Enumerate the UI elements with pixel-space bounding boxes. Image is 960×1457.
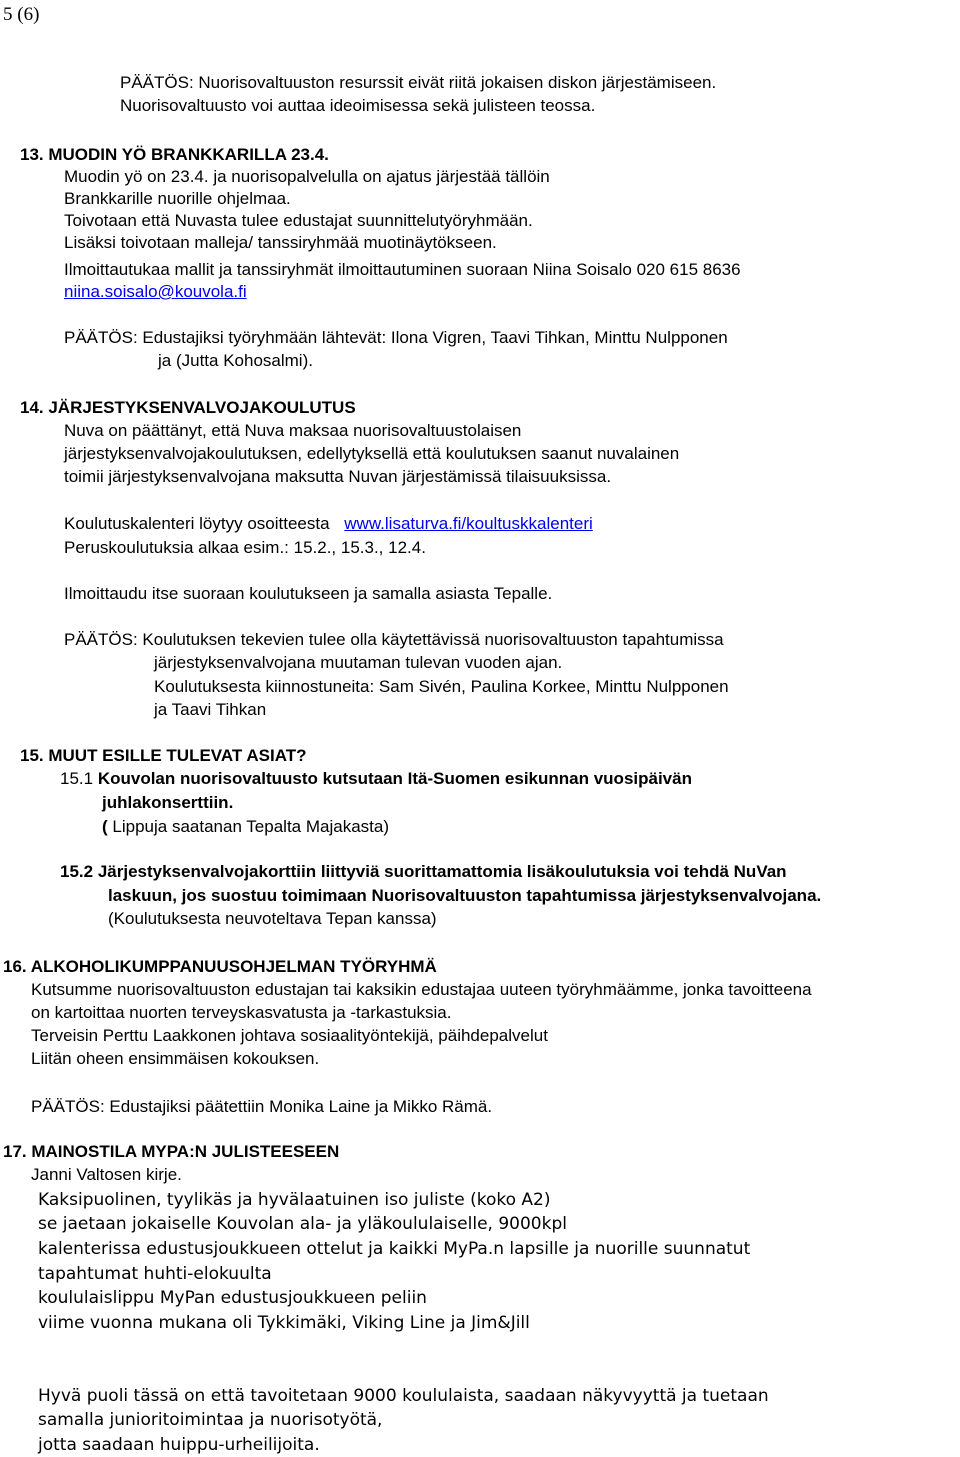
item-15-1-title: Kouvolan nuorisovaltuusto kutsutaan Itä-Suomen esikunnan vuosipäivän <box>97 769 692 788</box>
enroll-text: Ilmoittaudu itse suoraan koulutukseen ja samalla asiasta Tepalle. <box>64 584 553 603</box>
item-15-2-title: Järjestyksenvalvojakorttiin liittyviä suorittamattomia lisäkoulutuksia voi tehdä NuVan <box>97 862 787 881</box>
item-15-2-note: (Koulutuksesta neuvoteltava Tepan kanssa) <box>108 909 437 928</box>
item-15-1-note <box>102 817 389 837</box>
poster-detail-line: viime vuonna mukana oli Tykkimäki, Viking Line ja Jim&Jill <box>38 1313 530 1333</box>
section-14-body-line: Nuva on päättänyt, että Nuva maksaa nuorisovaltuustolaisen <box>64 421 522 440</box>
section-15-heading: 15. MUUT ESILLE TULEVAT ASIAT? <box>20 746 307 765</box>
poster-detail-line: se jaetaan jokaiselle Kouvolan ala- ja yläkoululaiselle, 9000kpl <box>38 1214 567 1234</box>
poster-detail-line: kalenterissa edustusjoukkueen ottelut ja kaikki MyPa.n lapsille ja nuorille suunnatut <box>38 1239 751 1259</box>
item-15-1-note-paren: ( <box>102 817 108 836</box>
section-13-body-line: Brankkarille nuorille ohjelmaa. <box>64 189 291 208</box>
decision-14-line-1: PÄÄTÖS: Koulutuksen tekevien tulee olla käytettävissä nuorisovaltuuston tapahtumissa <box>64 630 724 649</box>
section-13-body-line: Muodin yö on 23.4. ja nuorisopalvelulla on ajatus järjestää tällöin <box>64 167 550 186</box>
section-14-body-line: toimii järjestyksenvalvojana maksutta Nuvan järjestämissä tilaisuuksissa. <box>64 467 612 486</box>
section-16-body-line: Kutsumme nuorisovaltuuston edustajan tai kaksikin edustajaa uuteen työryhmäämme, jonka tavoitteena <box>31 980 812 999</box>
decision-12-line-2: Nuorisovaltuusto voi auttaa ideoimisessa sekä julisteen teossa. <box>120 96 596 115</box>
decision-14-line-2: järjestyksenvalvojana muutaman tulevan vuoden ajan. <box>154 653 563 672</box>
calendar-text: Koulutuskalenteri löytyy osoitteesta <box>64 514 330 533</box>
calendar-link[interactable]: www.lisaturva.fi/koultuskkalenteri <box>344 514 593 533</box>
training-dates: Peruskoulutuksia alkaa esim.: 15.2., 15.3., 12.4. <box>64 538 426 557</box>
section-16-body-line: on kartoittaa nuorten terveyskasvatusta ja -tarkastuksia. <box>31 1003 452 1022</box>
section-13-body-line: Toivotaan että Nuvasta tulee edustajat suunnittelutyöryhmään. <box>64 211 533 230</box>
poster-detail-line: koululaislippu MyPan edustusjoukkueen peliin <box>38 1288 427 1308</box>
benefit-line: Hyvä puoli tässä on että tavoitetaan 9000 koululaista, saadaan näkyvyyttä ja tuetaan <box>38 1386 769 1406</box>
item-15-1-line-1 <box>60 769 692 789</box>
item-15-1-number: 15.1 <box>60 769 94 788</box>
poster-detail-line: Kaksipuolinen, tyylikäs ja hyvälaatuinen iso juliste (koko A2) <box>38 1190 551 1210</box>
section-13-heading: 13. MUODIN YÖ BRANKKARILLA 23.4. <box>20 145 329 164</box>
section-14-heading: 14. JÄRJESTYKSENVALVOJAKOULUTUS <box>20 398 356 417</box>
decision-13-line-2: ja (Jutta Kohosalmi). <box>158 351 313 370</box>
decision-16: PÄÄTÖS: Edustajiksi päätettiin Monika Laine ja Mikko Rämä. <box>31 1097 493 1116</box>
benefit-line: samalla junioritoimintaa ja nuorisotyötä, <box>38 1410 383 1430</box>
section-17-heading: 17. MAINOSTILA MYPA:N JULISTEESEEN <box>3 1142 340 1161</box>
section-16-heading: 16. ALKOHOLIKUMPPANUUSOHJELMAN TYÖRYHMÄ <box>3 957 437 976</box>
item-15-2-line-1 <box>60 862 787 882</box>
email-link[interactable]: niina.soisalo@kouvola.fi <box>64 282 247 301</box>
benefit-line: jotta saadaan huippu-urheilijoita. <box>38 1435 320 1455</box>
calendar-line <box>64 514 593 534</box>
item-15-2-number: 15.2 <box>60 862 94 881</box>
section-14-body-line: järjestyksenvalvojakoulutuksen, edellytyksellä että koulutuksen saanut nuvalainen <box>64 444 680 463</box>
item-15-1-title-cont: juhlakonserttiin. <box>102 793 234 812</box>
page-number: 5 (6) <box>3 4 40 25</box>
letter-reference: Janni Valtosen kirje. <box>31 1165 182 1184</box>
poster-detail-line: tapahtumat huhti-elokuulta <box>38 1264 272 1284</box>
section-16-body-line: Liitän oheen ensimmäisen kokouksen. <box>31 1049 320 1068</box>
decision-12-line-1: PÄÄTÖS: Nuorisovaltuuston resurssit eivät riitä jokaisen diskon järjestämiseen. <box>120 73 717 92</box>
item-15-1-note-text: Lippuja saatanan Tepalta Majakasta) <box>107 817 389 836</box>
decision-13-line-1: PÄÄTÖS: Edustajiksi työryhmään lähtevät: Ilona Vigren, Taavi Tihkan, Minttu Nulpponen <box>64 328 728 347</box>
section-13-body-line: Ilmoittautukaa mallit ja tanssiryhmät ilmoittautuminen suoraan Niina Soisalo 020 615 8636 <box>64 260 741 279</box>
decision-14-line-3: Koulutuksesta kiinnostuneita: Sam Sivén, Paulina Korkee, Minttu Nulpponen <box>154 677 729 696</box>
decision-14-line-4: ja Taavi Tihkan <box>154 700 267 719</box>
section-13-body-line: Lisäksi toivotaan malleja/ tanssiryhmää muotinäytökseen. <box>64 233 497 252</box>
section-16-body-line: Terveisin Perttu Laakkonen johtava sosiaalityöntekijä, päihdepalvelut <box>31 1026 548 1045</box>
item-15-2-title-cont: laskuun, jos suostuu toimimaan Nuorisovaltuuston tapahtumissa järjestyksenvalvojana. <box>108 886 822 905</box>
